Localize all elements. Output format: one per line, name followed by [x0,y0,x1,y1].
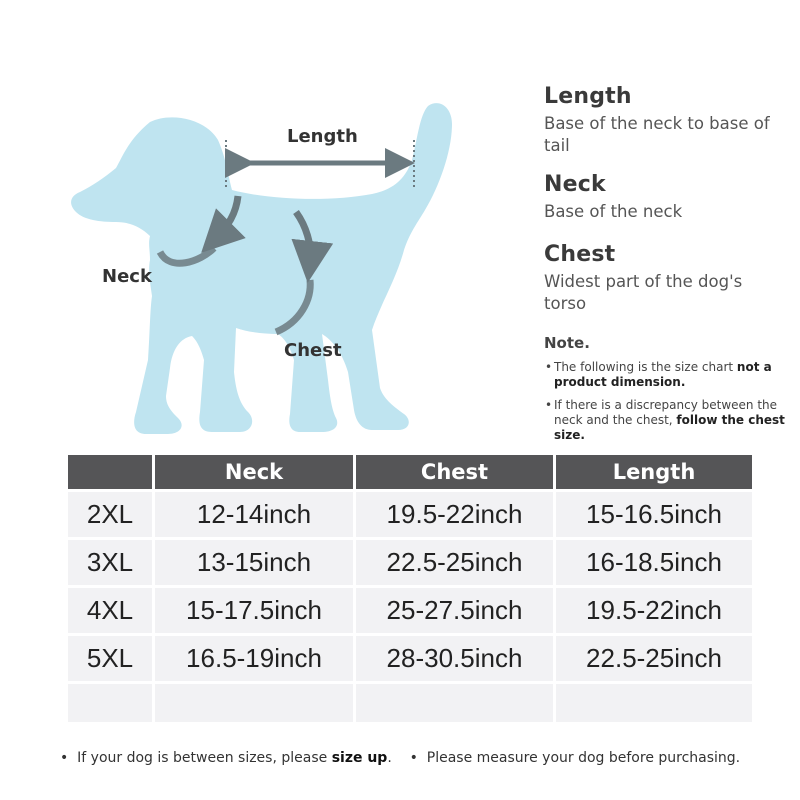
figure-neck-label: Neck [102,266,152,287]
definition-neck [544,172,784,223]
footer-right-text: Please measure your dog before purchasing. [426,750,741,766]
chest-cell: 28-30.5inch [356,636,553,681]
size-cell: 4XL [68,588,152,633]
length-cell: 22.5-25inch [556,636,752,681]
note-text: If there is a discrepancy between the neck and the chest, [554,398,778,427]
table-row [68,636,752,681]
note-section [544,334,794,443]
definition-desc: Widest part of the dog's torso [544,272,743,313]
note-title: Note. [544,334,590,352]
figure-chest-label: Chest [284,340,342,361]
note-bold-text: follow the chest size. [554,413,785,442]
empty-cell [556,684,752,722]
size-cell: 5XL [68,636,152,681]
table-header-row [68,455,752,489]
bullet-icon: • [60,750,69,766]
definition-desc: Base of the neck [544,202,683,221]
size-cell: 3XL [68,540,152,585]
length-cell: 19.5-22inch [556,588,752,633]
footer-left-text: If your dog is between sizes, please [77,750,332,766]
neck-cell: 12-14inch [155,492,353,537]
figure-length-label: Length [287,126,358,147]
bullet-icon: • [545,398,553,412]
definition-title: Neck [544,172,606,197]
empty-cell [68,684,152,722]
bullet-icon: • [545,360,553,374]
note-item [544,398,794,443]
table-row [68,588,752,633]
dog-measurement-illustration [0,0,540,450]
chest-cell: 22.5-25inch [356,540,553,585]
neck-cell: 16.5-19inch [155,636,353,681]
footer-left-bold: size up [331,750,388,766]
header-cell-length: Length [556,455,752,489]
bullet-icon: • [409,750,418,766]
length-cell: 15-16.5inch [556,492,752,537]
header-cell-size [68,455,152,489]
header-cell-neck: Neck [155,455,353,489]
empty-cell [155,684,353,722]
definition-title: Length [544,84,632,109]
definition-desc: Base of the neck to base of tail [544,114,770,155]
neck-cell: 15-17.5inch [155,588,353,633]
size-cell: 2XL [68,492,152,537]
neck-cell: 13-15inch [155,540,353,585]
note-bold-text: not a product dimension. [554,360,772,389]
chest-cell: 19.5-22inch [356,492,553,537]
size-table [68,455,752,722]
footer-left-end: . [387,750,392,766]
definition-length [544,84,784,157]
note-text: The following is the size chart [554,360,737,374]
footer-notes [60,750,780,766]
length-cell: 16-18.5inch [556,540,752,585]
definition-chest [544,242,784,315]
header-cell-chest: Chest [356,455,553,489]
table-row-empty [68,684,752,722]
empty-cell [356,684,553,722]
chest-cell: 25-27.5inch [356,588,553,633]
note-item [544,360,794,390]
definition-title: Chest [544,242,616,267]
table-row [68,540,752,585]
table-row [68,492,752,537]
